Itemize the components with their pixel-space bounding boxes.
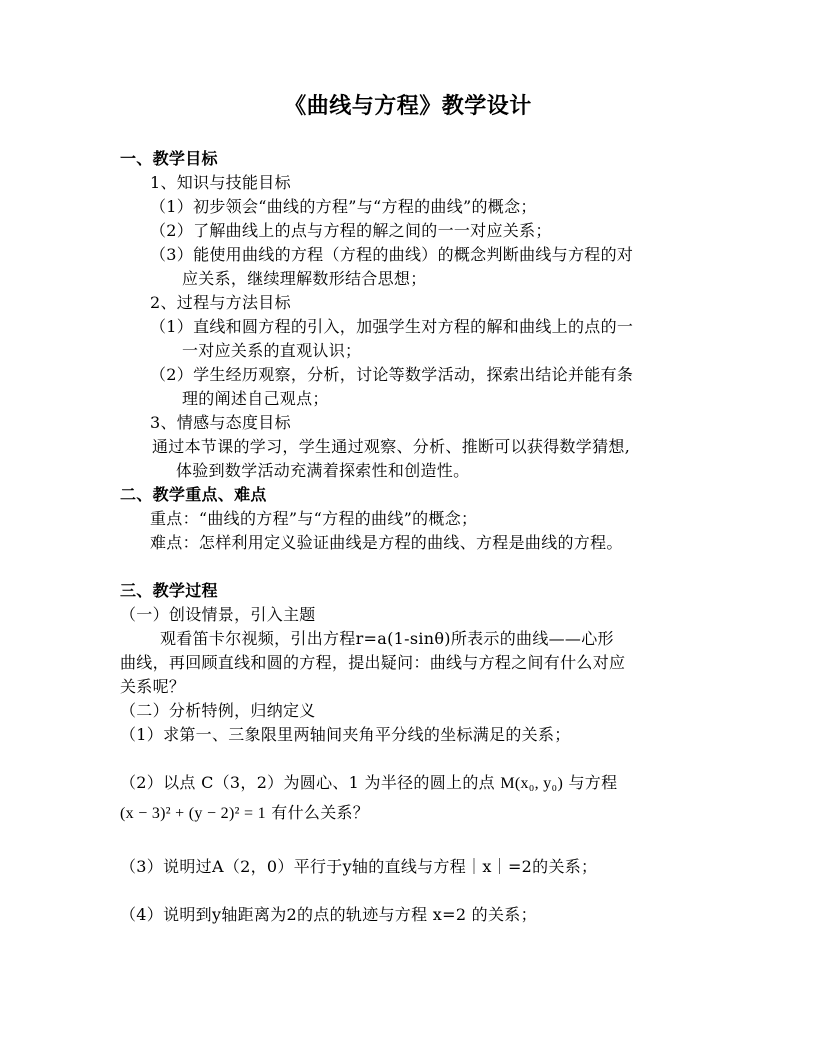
question-2 xyxy=(120,771,617,796)
key-point: 重点：“曲线的方程”与“方程的曲线”的概念； xyxy=(150,509,478,528)
question-2-text: （2）以点 C（3，2）为圆心、1 为半径的圆上的点 xyxy=(120,773,495,792)
knowledge-item-2: （2）了解曲线上的点与方程的解之间的一一对应关系； xyxy=(150,221,552,240)
knowledge-item-1: （1）初步领会“曲线的方程”与“方程的曲线”的概念； xyxy=(150,197,537,216)
section-heading-process: 三、教学过程 xyxy=(120,581,218,600)
question-2-tail: 与方程 xyxy=(568,773,618,792)
difficult-point: 难点：怎样利用定义验证曲线是方程的曲线、方程是曲线的方程。 xyxy=(150,533,623,552)
emotion-item-1-cont: 体验到数学活动充满着探索性和创造性。 xyxy=(176,461,470,480)
knowledge-item-3: （3）能使用曲线的方程（方程的曲线）的概念判断曲线与方程的对 xyxy=(150,245,634,264)
document-title: 《曲线与方程》教学设计 xyxy=(284,93,532,119)
circle-equation: (x − 3)² + (y − 2)² = 1 xyxy=(120,805,266,822)
section-heading-key-points: 二、教学重点、难点 xyxy=(120,485,267,504)
question-4: （4）说明到y轴距离为2的点的轨迹与方程 x=2 的关系； xyxy=(120,905,537,924)
process-item-1-cont: 一对应关系的直观认识； xyxy=(182,341,362,360)
subsection-emotion: 3、情感与态度目标 xyxy=(150,413,291,432)
subsection-knowledge: 1、知识与技能目标 xyxy=(150,173,291,192)
question-1: （1）求第一、三象限里两轴间夹角平分线的坐标满足的关系； xyxy=(120,725,571,744)
part-2-title: （二）分析特例，归纳定义 xyxy=(120,701,316,720)
question-3: （3）说明过A（2，0）平行于y轴的直线与方程｜x｜=2的关系； xyxy=(120,857,598,876)
part-1-line-2: 曲线，再回顾直线和圆的方程，提出疑问：曲线与方程之间有什么对应 xyxy=(120,653,626,672)
process-item-1: （1）直线和圆方程的引入，加强学生对方程的解和曲线上的点的一 xyxy=(150,317,634,336)
section-heading-objectives: 一、教学目标 xyxy=(120,149,218,168)
emotion-item-1: 通过本节课的学习，学生通过观察、分析、推断可以获得数学猜想, xyxy=(152,437,631,456)
point-m: M(x₀, y₀) xyxy=(500,775,564,792)
part-1-line-3: 关系呢？ xyxy=(120,677,186,696)
part-1-title: （一）创设情景，引入主题 xyxy=(120,605,316,624)
process-item-2-cont: 理的阐述自己观点； xyxy=(182,389,329,408)
question-2-end: 有什么关系？ xyxy=(271,803,370,822)
question-2-cont xyxy=(120,801,369,826)
knowledge-item-3-cont: 应关系，继续理解数形结合思想； xyxy=(182,269,427,288)
part-1-line-1: 观看笛卡尔视频，引出方程r=a(1-sinθ)所表示的曲线——心形 xyxy=(160,629,614,648)
subsection-process: 2、过程与方法目标 xyxy=(150,293,291,312)
process-item-2: （2）学生经历观察，分析，讨论等数学活动，探索出结论并能有条 xyxy=(150,365,634,384)
